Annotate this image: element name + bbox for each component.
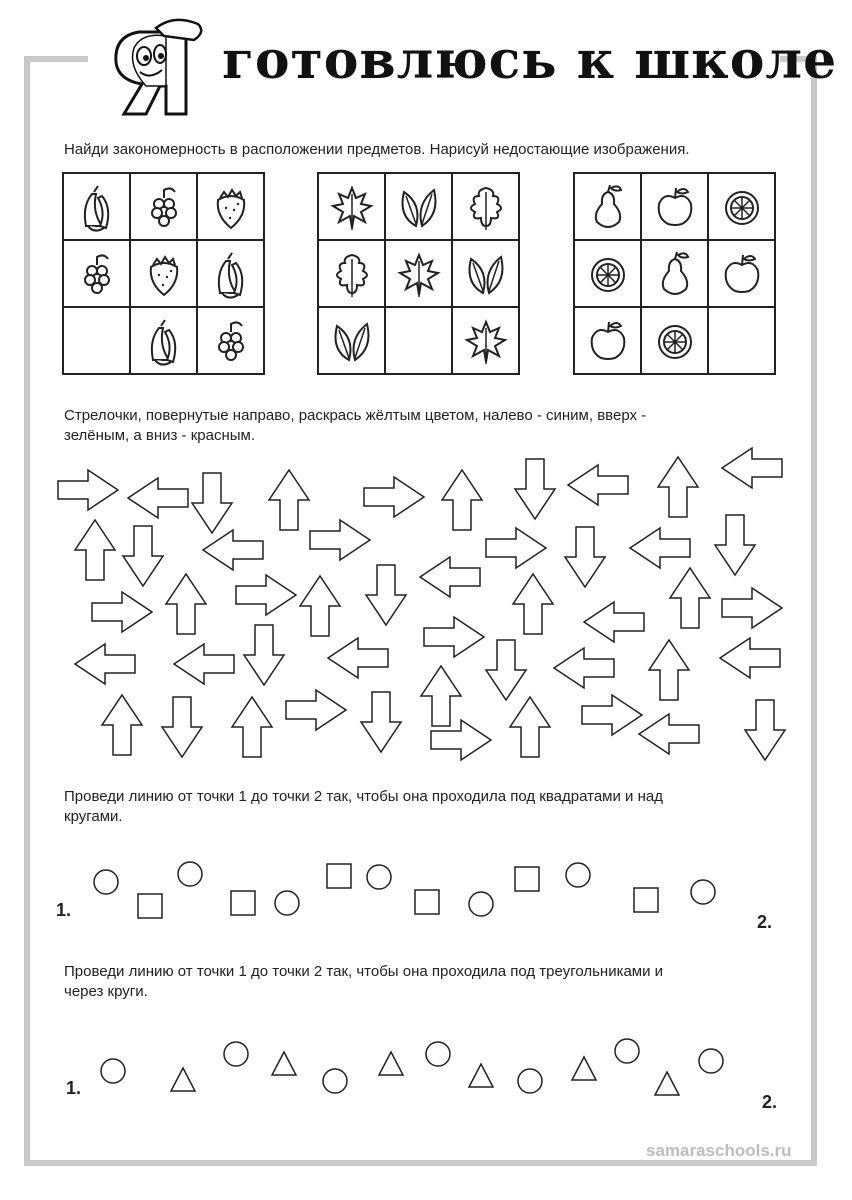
task4-end-point: 2. (762, 1092, 778, 1112)
task4-circle (615, 1039, 639, 1063)
task4-triangle (272, 1052, 296, 1075)
task4-triangle (469, 1064, 493, 1087)
task3-instruction-line1: Проведи линию от точки 1 до точки 2 так, чтобы она проходила под квадратами и над (64, 788, 663, 805)
task3-circle (275, 891, 299, 915)
task3-square (327, 864, 351, 888)
task4-start-point: 1. (66, 1078, 82, 1098)
task4-circle (323, 1069, 347, 1093)
task3-circle (691, 880, 715, 904)
task3-end-point: 2. (757, 912, 773, 932)
task3-circle (178, 862, 202, 886)
task3-instruction-line2: кругами. (64, 808, 123, 825)
task3-square (231, 891, 255, 915)
task3-square (415, 890, 439, 914)
task4-circle (426, 1042, 450, 1066)
task4-instruction-line2: через круги. (64, 983, 148, 1000)
task3-square (138, 894, 162, 918)
task3-circle (94, 870, 118, 894)
task3-square (634, 888, 658, 912)
task3-start-point: 1. (56, 900, 72, 920)
task4-triangle (379, 1052, 403, 1075)
task3-circle (469, 892, 493, 916)
watermark: samaraschools.ru (646, 1141, 792, 1160)
task3-circle (566, 863, 590, 887)
task2-instruction-line2: зелёным, а вниз - красным. (64, 427, 256, 444)
task4-triangle (171, 1068, 195, 1091)
task3-square (515, 867, 539, 891)
task4-circle (699, 1049, 723, 1073)
task4-circle (224, 1042, 248, 1066)
task4-instruction-line1: Проведи линию от точки 1 до точки 2 так, чтобы она проходила под треугольниками и (64, 963, 664, 980)
task4-circle (101, 1059, 125, 1083)
task1-instruction: Найди закономерность в расположении предметов. Нарисуй недостающие изображения. (64, 141, 690, 158)
task4-triangle (572, 1057, 596, 1080)
page-title: готовлюсь к школе (222, 30, 838, 91)
task4-triangle (655, 1072, 679, 1095)
task3-circle (367, 865, 391, 889)
task2-instruction-line1: Стрелочки, повернутые направо, раскрась жёлтым цветом, налево - синим, вверх - (64, 407, 647, 424)
task4-circle (518, 1069, 542, 1093)
